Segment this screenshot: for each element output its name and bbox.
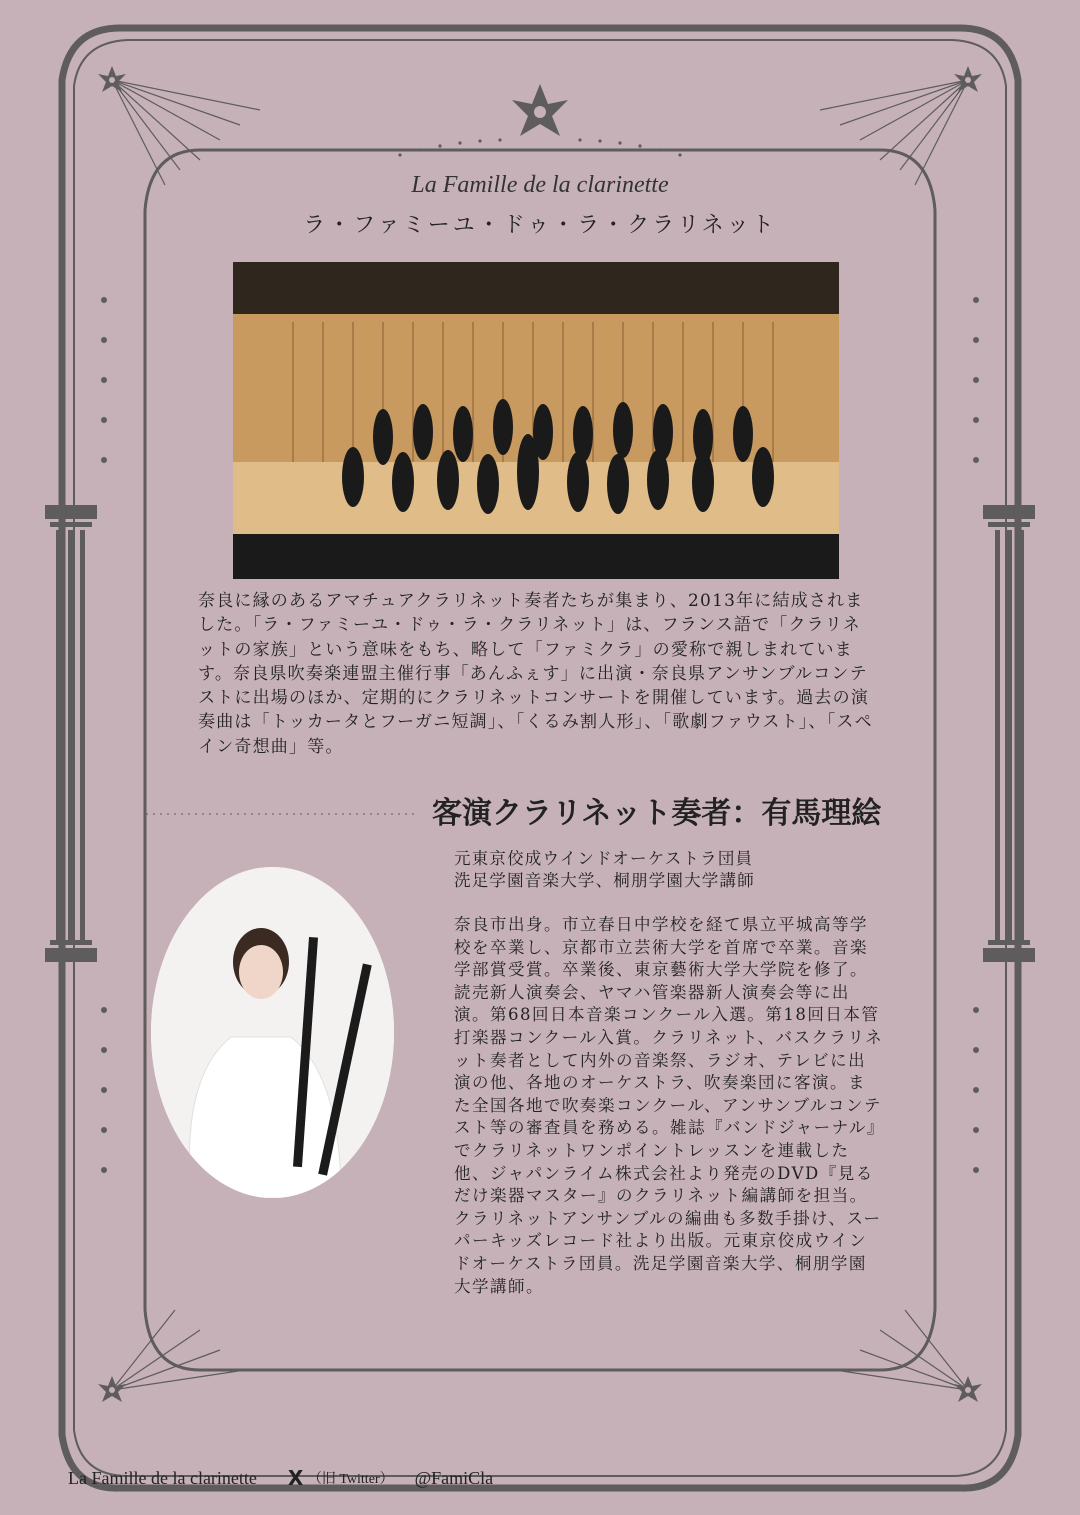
- guest-role-2: 洗足学園音楽大学、桐朋学園大学講師: [454, 870, 755, 890]
- ensemble-photo: [233, 262, 839, 579]
- x-logo-icon[interactable]: X: [287, 1466, 304, 1490]
- subtitle-en: La Famille de la clarinette: [411, 172, 669, 198]
- dotted-divider: [146, 811, 418, 817]
- subtitle-ja: ラ・ファミーユ・ドゥ・ラ・クラリネット: [303, 213, 777, 238]
- guest-roles: [454, 848, 755, 891]
- guest-role-1: 元東京佼成ウインドオーケストラ団員: [454, 849, 754, 868]
- footer-name: La Famille de la clarinette: [68, 1467, 257, 1488]
- guest-portrait: [151, 867, 394, 1198]
- guest-heading: 客演クラリネット奏者：有馬理絵: [432, 796, 882, 831]
- x-note: （旧 Twitter）: [307, 1472, 394, 1487]
- guest-biography: 奈良市出身。市立春日中学校を経て県立平城高等学校を卒業し、京都市立芸術大学を首席で卒業。音楽学部賞受賞。卒業後、東京藝術大学大学院を修了。読売新人演奏会、ヤマハ管楽器新人演奏会等に出演。第68回日本音楽コンクール入選。第18回日本管打楽器コンクール入賞。クラリネット、バスクラリネット奏者として内外の音楽祭、ラジオ、テレビに出演の他、各地のオーケストラ、吹奏楽団に客演。また全国各地で吹奏楽コンクール、アンサンブルコンテスト等の審査員を務める。雑誌『バンドジャーナル』でクラリネットワンポイントレッスンを連載した他、ジャパンライム株式会社より発売のDVD『見るだけ楽器マスター』のクラリネット編講師を担当。クラリネットアンサンブルの編曲も多数手掛け、スーパーキッズレコード社より出版。元東京佼成ウインドオーケストラ団員。洗足学園音楽大学、桐朋学園大学講師。: [454, 915, 884, 1296]
- intro-paragraph: 奈良に縁のあるアマチュアクラリネット奏者たちが集まり、2013年に結成されました。「ラ・ファミーユ・ドゥ・ラ・クラリネット」は、フランス語で「クラリネットの家族」という意味をもち、略して「ファミクラ」の愛称で親しまれています。奈良県吹奏楽連盟主催行事「あんふぇす」に出演・奈良県アンサンブルコンテストに出場のほか、定期的にクラリネットコンサートを開催しています。過去の演奏曲は「トッカータとフーガニ短調」、「くるみ割人形」、「歌劇ファウスト」、「スペイン奇想曲」等。: [198, 591, 873, 757]
- footer: [68, 1466, 493, 1490]
- x-handle-link[interactable]: @FamiCla: [414, 1467, 494, 1488]
